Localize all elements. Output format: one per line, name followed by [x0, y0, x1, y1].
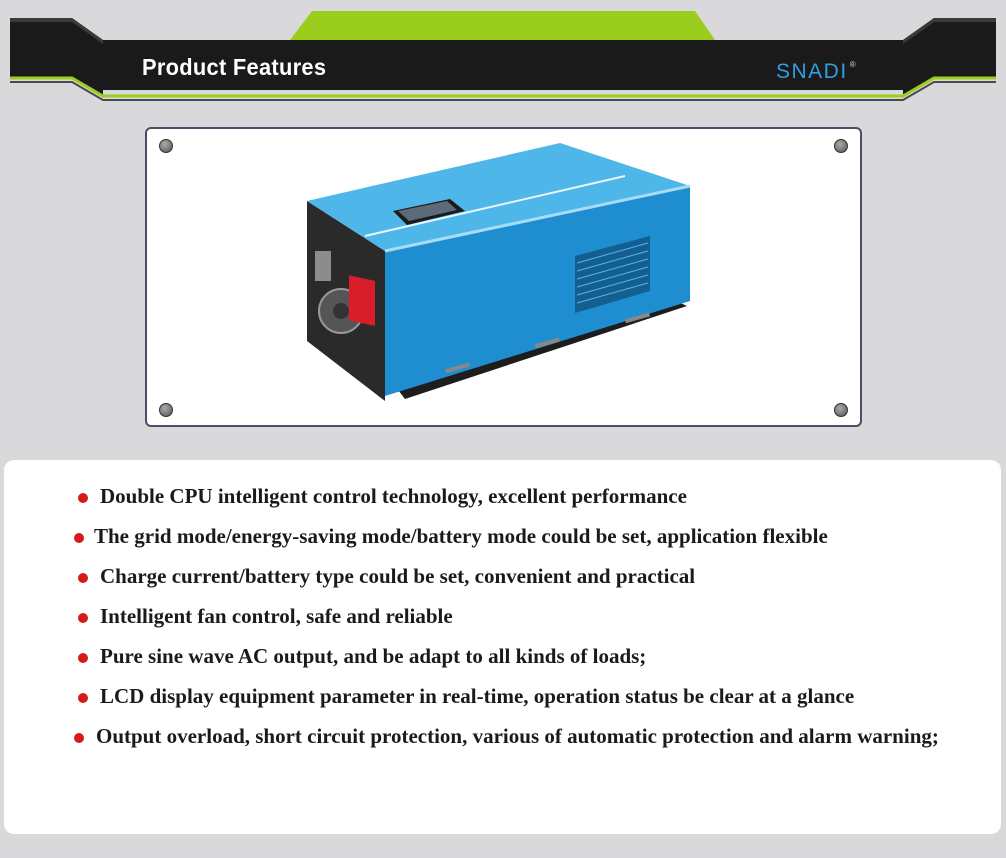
list-item	[74, 482, 980, 511]
product-image-frame	[145, 127, 862, 427]
feature-text: Charge current/battery type could be set, convenient and practical	[100, 564, 696, 588]
header-banner	[0, 0, 1006, 110]
feature-text: LCD display equipment parameter in real-time, operation status be clear at a glance	[100, 684, 855, 708]
feature-text: Output overload, short circuit protection, various of automatic protection and alarm warning;	[96, 724, 939, 748]
page-title: Product Features	[142, 54, 327, 80]
bullet-icon	[74, 533, 84, 543]
feature-text: Intelligent fan control, safe and reliable	[100, 604, 453, 628]
bullet-icon	[78, 653, 88, 663]
screw-icon	[159, 139, 173, 153]
brand-logo	[776, 60, 857, 84]
list-item	[74, 562, 980, 591]
list-item	[74, 642, 980, 671]
bullet-icon	[78, 573, 88, 583]
feature-text: Pure sine wave AC output, and be adapt to all kinds of loads;	[100, 644, 647, 668]
feature-list	[74, 482, 980, 762]
bullet-icon	[74, 733, 84, 743]
brand-name: SNADI	[776, 60, 848, 83]
list-item	[74, 722, 980, 751]
features-panel	[4, 460, 1001, 834]
feature-text: The grid mode/energy-saving mode/battery mode could be set, application flexible	[94, 524, 828, 548]
feature-text: Double CPU intelligent control technology, excellent performance	[100, 484, 687, 508]
list-item	[74, 602, 980, 631]
screw-icon	[159, 403, 173, 417]
bullet-icon	[78, 493, 88, 503]
inverter-product-image	[305, 141, 705, 416]
screw-icon	[834, 403, 848, 417]
screw-icon	[834, 139, 848, 153]
bullet-icon	[78, 693, 88, 703]
list-item	[74, 682, 980, 711]
bullet-icon	[78, 613, 88, 623]
list-item	[74, 522, 980, 551]
registered-mark: ®	[849, 60, 858, 69]
